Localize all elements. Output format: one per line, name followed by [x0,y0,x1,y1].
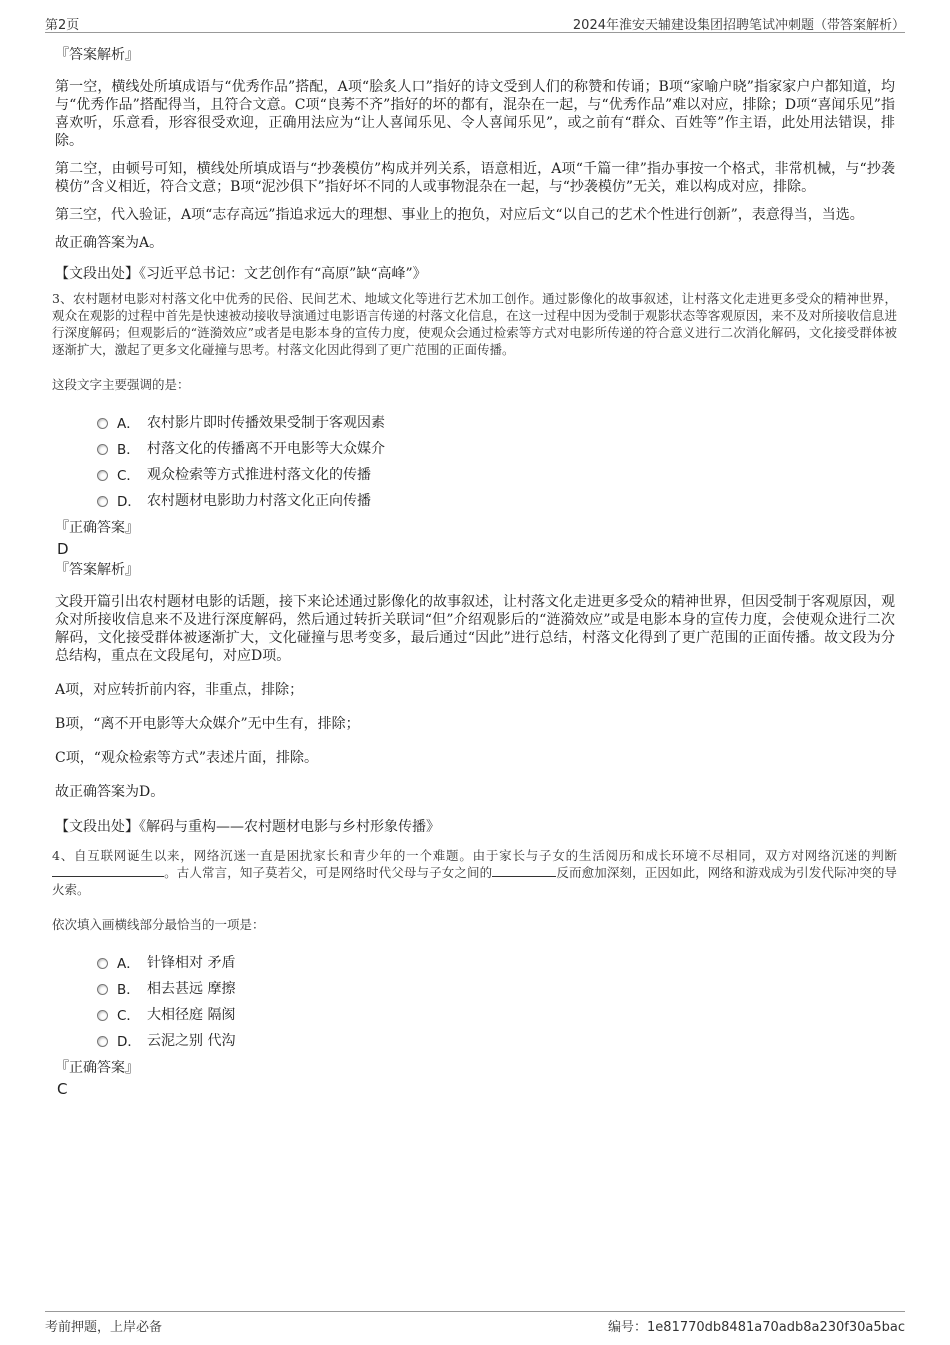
q2-analysis-para-1: 第一空，横线处所填成语与“优秀作品”搭配，A项“脍炙人口”指好的诗文受到人们的称赞和传诵；B项“家喻户晓”指家家户户都知道，均与“优秀作品”搭配得当，且符合文意。C项“良莠不齐”指好的坏的都有，混杂在一起，与“优秀作品”难以对应，排除；D项“喜闻乐见”指喜欢听，乐意看，形容很受欢迎，正确用法应为“让人喜闻乐见、令人喜闻乐见”，或之前有“群众、百姓等”作主语，此处用法错误，排除。 [55,79,895,149]
q4-blank-1 [52,876,164,877]
q4-prompt: 依次填入画横线部分最恰当的一项是： [52,917,265,932]
q3-analysis-c: C项，“观众检索等方式”表述片面，排除。 [55,750,319,766]
option-letter: A． [117,416,140,432]
q3-option-a[interactable] [97,409,895,435]
radio-icon[interactable] [97,444,108,455]
q4-answer: C [57,1080,68,1098]
q3-analysis-para-1: 文段开篇引出农村题材电影的话题，接下来论述通过影像化的故事叙述，让村落文化走进更多受众的精神世界，但因受制于客观原因，观众对所接收信息来不及进行深度解码，然后通过转折关联词“但”介绍观影后的“涟漪效应”或是电影本身的宣传力度，会使观众进行二次解码，文化接受群体被逐渐扩大，文化碰撞与思考变多，最后通过“因此”进行总结，村落文化得到了更广范围的正面传播。故文段为分总结构，重点在文段尾句，对应D项。 [55,594,895,664]
q3-analysis-b: B项，“离不开电影等大众媒介”无中生有，排除； [55,716,360,732]
q4-option-c[interactable] [97,1001,895,1027]
option-letter: D． [117,494,141,510]
q4-option-b[interactable] [97,975,895,1001]
q4-text-part-2: 。古人常言，知子莫若父，可是网络时代父母与子女之间的 [164,865,493,880]
option-text: 云泥之别 代沟 [147,1033,236,1049]
page-footer [45,1311,905,1334]
q2-conclusion: 故正确答案为A。 [55,235,164,251]
q3-analysis-a: A项，对应转折前内容，非重点，排除； [55,682,304,698]
q4-text [52,847,897,898]
option-text: 农村影片即时传播效果受制于客观因素 [147,415,385,431]
page-content [52,44,897,1099]
document-id: 编号：1e81770db8481a70adb8a230f30a5bac [608,1320,905,1335]
q2-analysis-label: 『答案解析』 [55,47,139,63]
q4-option-a[interactable] [97,949,895,975]
option-text: 观众检索等方式推进村落文化的传播 [147,467,371,483]
q3-prompt: 这段文字主要强调的是： [52,377,190,392]
option-text: 农村题材电影助力村落文化正向传播 [147,493,371,509]
document-title: 2024年淮安天辅建设集团招聘笔试冲刺题（带答案解析） [572,18,905,33]
option-text: 大相径庭 隔阂 [147,1007,236,1023]
q3-answer-label: 『正确答案』 [55,520,139,536]
radio-icon[interactable] [97,418,108,429]
option-text: 针锋相对 矛盾 [147,955,236,971]
q3-option-c[interactable] [97,461,895,487]
option-letter: D． [117,1034,141,1050]
q3-option-b[interactable] [97,435,895,461]
q2-analysis-para-3: 第三空，代入验证，A项“志存高远”指追求远大的理想、事业上的抱负，对应后文“以自己的艺术个性进行创新”，表意得当，当选。 [55,207,864,223]
radio-icon[interactable] [97,470,108,481]
q3-text: 3、农村题材电影对村落文化中优秀的民俗、民间艺术、地域文化等进行艺术加工创作。通过影像化的故事叙述，让村落文化走进更多受众的精神世界，观众在观影的过程中首先是快速被动接收导演通过电影语言传递的村落文化信息，在这一过程中因为受制于观影状态等客观原因，来不及对所接收信息进行深度解码；但观影后的“涟漪效应”或者是电影本身的宣传力度，使观众会通过检索等方式对电影所传递的符合意义进行二次消化解码，文化接受群体被逐渐扩大，激起了更多文化碰撞与思考。村落文化因此得到了更广范围的正面传播。 [52,291,897,357]
q4-text-part-3: 反而愈加深刻，正因如此，网络和游戏成为引发代际冲突的导火索。 [52,865,897,897]
option-text: 村落文化的传播离不开电影等大众媒介 [147,441,385,457]
q3-options [97,409,895,513]
option-letter: C． [117,468,140,484]
q3-conclusion: 故正确答案为D。 [55,784,165,800]
q3-answer: D [57,540,69,558]
option-letter: A． [117,956,140,972]
q4-option-d[interactable] [97,1027,895,1053]
radio-icon[interactable] [97,496,108,507]
q3-analysis-label: 『答案解析』 [55,562,139,578]
page-header [45,12,905,33]
radio-icon[interactable] [97,958,108,969]
q3-source: 【文段出处】《解码与重构——农村题材电影与乡村形象传播》 [55,819,440,835]
q4-options [97,949,895,1053]
q2-analysis-para-2: 第二空，由顿号可知，横线处所填成语与“抄袭模仿”构成并列关系，语意相近，A项“千篇一律”指办事按一个格式，非常机械，与“抄袭模仿”含义相近，符合文意；B项“泥沙俱下”指好坏不同的人或事物混杂在一起，与“抄袭模仿”无关，难以构成对应，排除。 [55,161,895,195]
q2-source: 【文段出处】《习近平总书记：文艺创作有“高原”缺“高峰”》 [55,266,427,282]
radio-icon[interactable] [97,1036,108,1047]
option-letter: B． [117,442,140,458]
q4-text-part-1: 4、自互联网诞生以来，网络沉迷一直是困扰家长和青少年的一个难题。由于家长与子女的生活阅历和成长环境不尽相同，双方对网络沉迷的判断 [52,848,897,863]
q4-blank-2 [492,876,556,877]
option-letter: B． [117,982,140,998]
footer-slogan: 考前押题，上岸必备 [45,1320,163,1335]
q4-answer-label: 『正确答案』 [55,1060,139,1076]
radio-icon[interactable] [97,984,108,995]
option-text: 相去甚远 摩擦 [147,981,236,997]
page-number: 第2页 [45,18,80,33]
radio-icon[interactable] [97,1010,108,1021]
option-letter: C． [117,1008,140,1024]
q3-option-d[interactable] [97,487,895,513]
